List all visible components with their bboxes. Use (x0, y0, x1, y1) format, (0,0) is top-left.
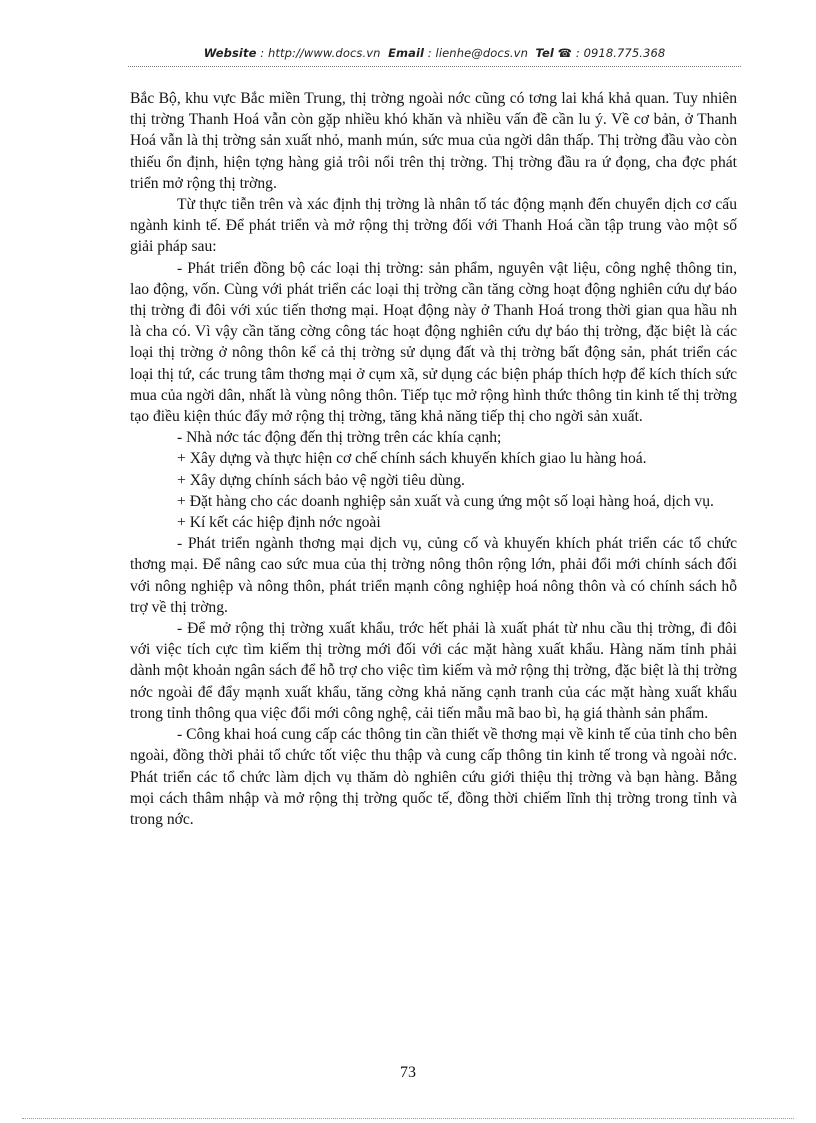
paragraph: + Kí kết các hiệp định nớc ngoài (177, 514, 381, 532)
footer-divider (22, 1118, 794, 1119)
paragraph: - Để mở rộng thị trờng xuất khẩu, trớc hết phải là xuất phát từ nhu cầu thị trờng, đi đôi với việc tích cực tìm kiếm thị trờng mới đối với các mặt hàng xuất khẩu. Hàng năm tỉnh phải dành một khoản ngân sách để hỗ trợ cho việc tìm kiếm và mở rộng thị trờng, đặc biệt là thị trờng nớc ngoài để đẩy mạnh xuất khẩu, tăng cờng khả năng cạnh tranh của các mặt hàng xuất khẩu trong tỉnh thông qua việc đổi mới công nghệ, cải tiến mẫu mã bao bì, hạ giá thành sản phẩm. (130, 620, 737, 722)
page-header (128, 46, 741, 60)
tel-label: Tel (535, 46, 554, 60)
telephone-icon: ☎ (557, 46, 573, 60)
paragraph: - Phát triển đồng bộ các loại thị trờng: sản phẩm, nguyên vật liệu, công nghệ thông tin, lao động, vốn. Cùng với phát triển các loại thị trờng cần tăng cờng hoạt động nghiên cứu dự báo thị trờng đi đôi với xúc tiến thơng mại. Hoạt động này ở Thanh Hoá trong thời gian qua hầu nh là cha có. Vì vậy cần tăng cờng công tác hoạt động nghiên cứu dự báo thị trờng, đặc biệt là các loại thị trờng ở nông thôn kể cả thị trờng sử dụng đất và thị trờng bất động sản, phát triển các loại thị tứ, các trung tâm thơng mại ở cụm xã, sử dụng các biện pháp thích hợp để kích thích sức mua của ngời dân, nhất là vùng nông thôn. Tiếp tục mở rộng hình thức thông tin kinh tế thị trờng tạo điều kiện thúc đẩy mở rộng thị trờng, tăng khả năng tiếp thị cho ngời sản xuất. (130, 259, 737, 426)
header-separator: : (256, 46, 268, 60)
paragraph: + Xây dựng và thực hiện cơ chế chính sách khuyến khích giao lu hàng hoá. (177, 450, 647, 468)
phone-number: 0918.775.368 (583, 46, 666, 60)
page-number: 73 (400, 1064, 416, 1081)
paragraph: - Nhà nớc tác động đến thị trờng trên các khía cạnh; (177, 429, 502, 447)
paragraph: - Phát triển ngành thơng mại dịch vụ, củng cố và khuyến khích phát triển các tổ chức thơng mại. Để nâng cao sức mua của thị trờng nông thôn rộng lớn, phải đổi mới chính sách đối với nông nghiệp và nông thôn, phát triển mạnh công nghiệp hoá nông thôn và có chính sách hỗ trợ về thị trờng. (130, 535, 737, 616)
paragraph: - Công khai hoá cung cấp các thông tin cần thiết về thơng mại về kinh tế của tỉnh cho bên ngoài, đồng thời phải tổ chức tốt việc thu thập và cung cấp thông tin kinh tế trong và ngoài nớc. Phát triển các tổ chức làm dịch vụ thăm dò nghiên cứu giới thiệu thị trờng và bạn hàng. Bằng mọi cách thâm nhập và mở rộng thị trờng quốc tế, đồng thời chiếm lĩnh thị trờng trong tỉnh và trong nớc. (130, 726, 737, 828)
website-label: Website (203, 46, 257, 60)
paragraph: Bắc Bộ, khu vực Bắc miền Trung, thị trờng ngoài nớc cũng có tơng lai khá khả quan. Tuy nhiên thị trờng Thanh Hoá vẫn còn gặp nhiều khó khăn và nhiều vấn đề cần lu ý. Về cơ bản, ở Thanh Hoá vẫn là thị trờng sản xuất nhỏ, manh mún, sức mua của ngời dân thấp. Thị trờng đầu vào còn thiếu ổn định, hiện tợng hàng giả trôi nổi trên thị trờng. Thị trờng đầu ra ứ đọng, cha đợc phát triển mở rộng thị trờng. (130, 90, 737, 192)
header-divider (128, 66, 741, 67)
email-label: Email (388, 46, 425, 60)
email-address[interactable]: lienhe@docs.vn (435, 46, 528, 60)
website-url[interactable]: http://www.docs.vn (267, 46, 381, 60)
header-separator: : (424, 46, 436, 60)
header-separator: : (572, 46, 584, 60)
paragraph: + Đặt hàng cho các doanh nghiệp sản xuất và cung ứng một số loại hàng hoá, dịch vụ. (177, 492, 714, 510)
body-text (130, 88, 737, 830)
paragraph: + Xây dựng chính sách bảo vệ ngời tiêu dùng. (177, 471, 465, 489)
paragraph: Từ thực tiễn trên và xác định thị trờng là nhân tố tác động mạnh đến chuyển dịch cơ cấu ngành kinh tế. Để phát triển và mở rộng thị trờng đối với Thanh Hoá cần tập trung vào một số giải pháp sau: (130, 196, 737, 256)
